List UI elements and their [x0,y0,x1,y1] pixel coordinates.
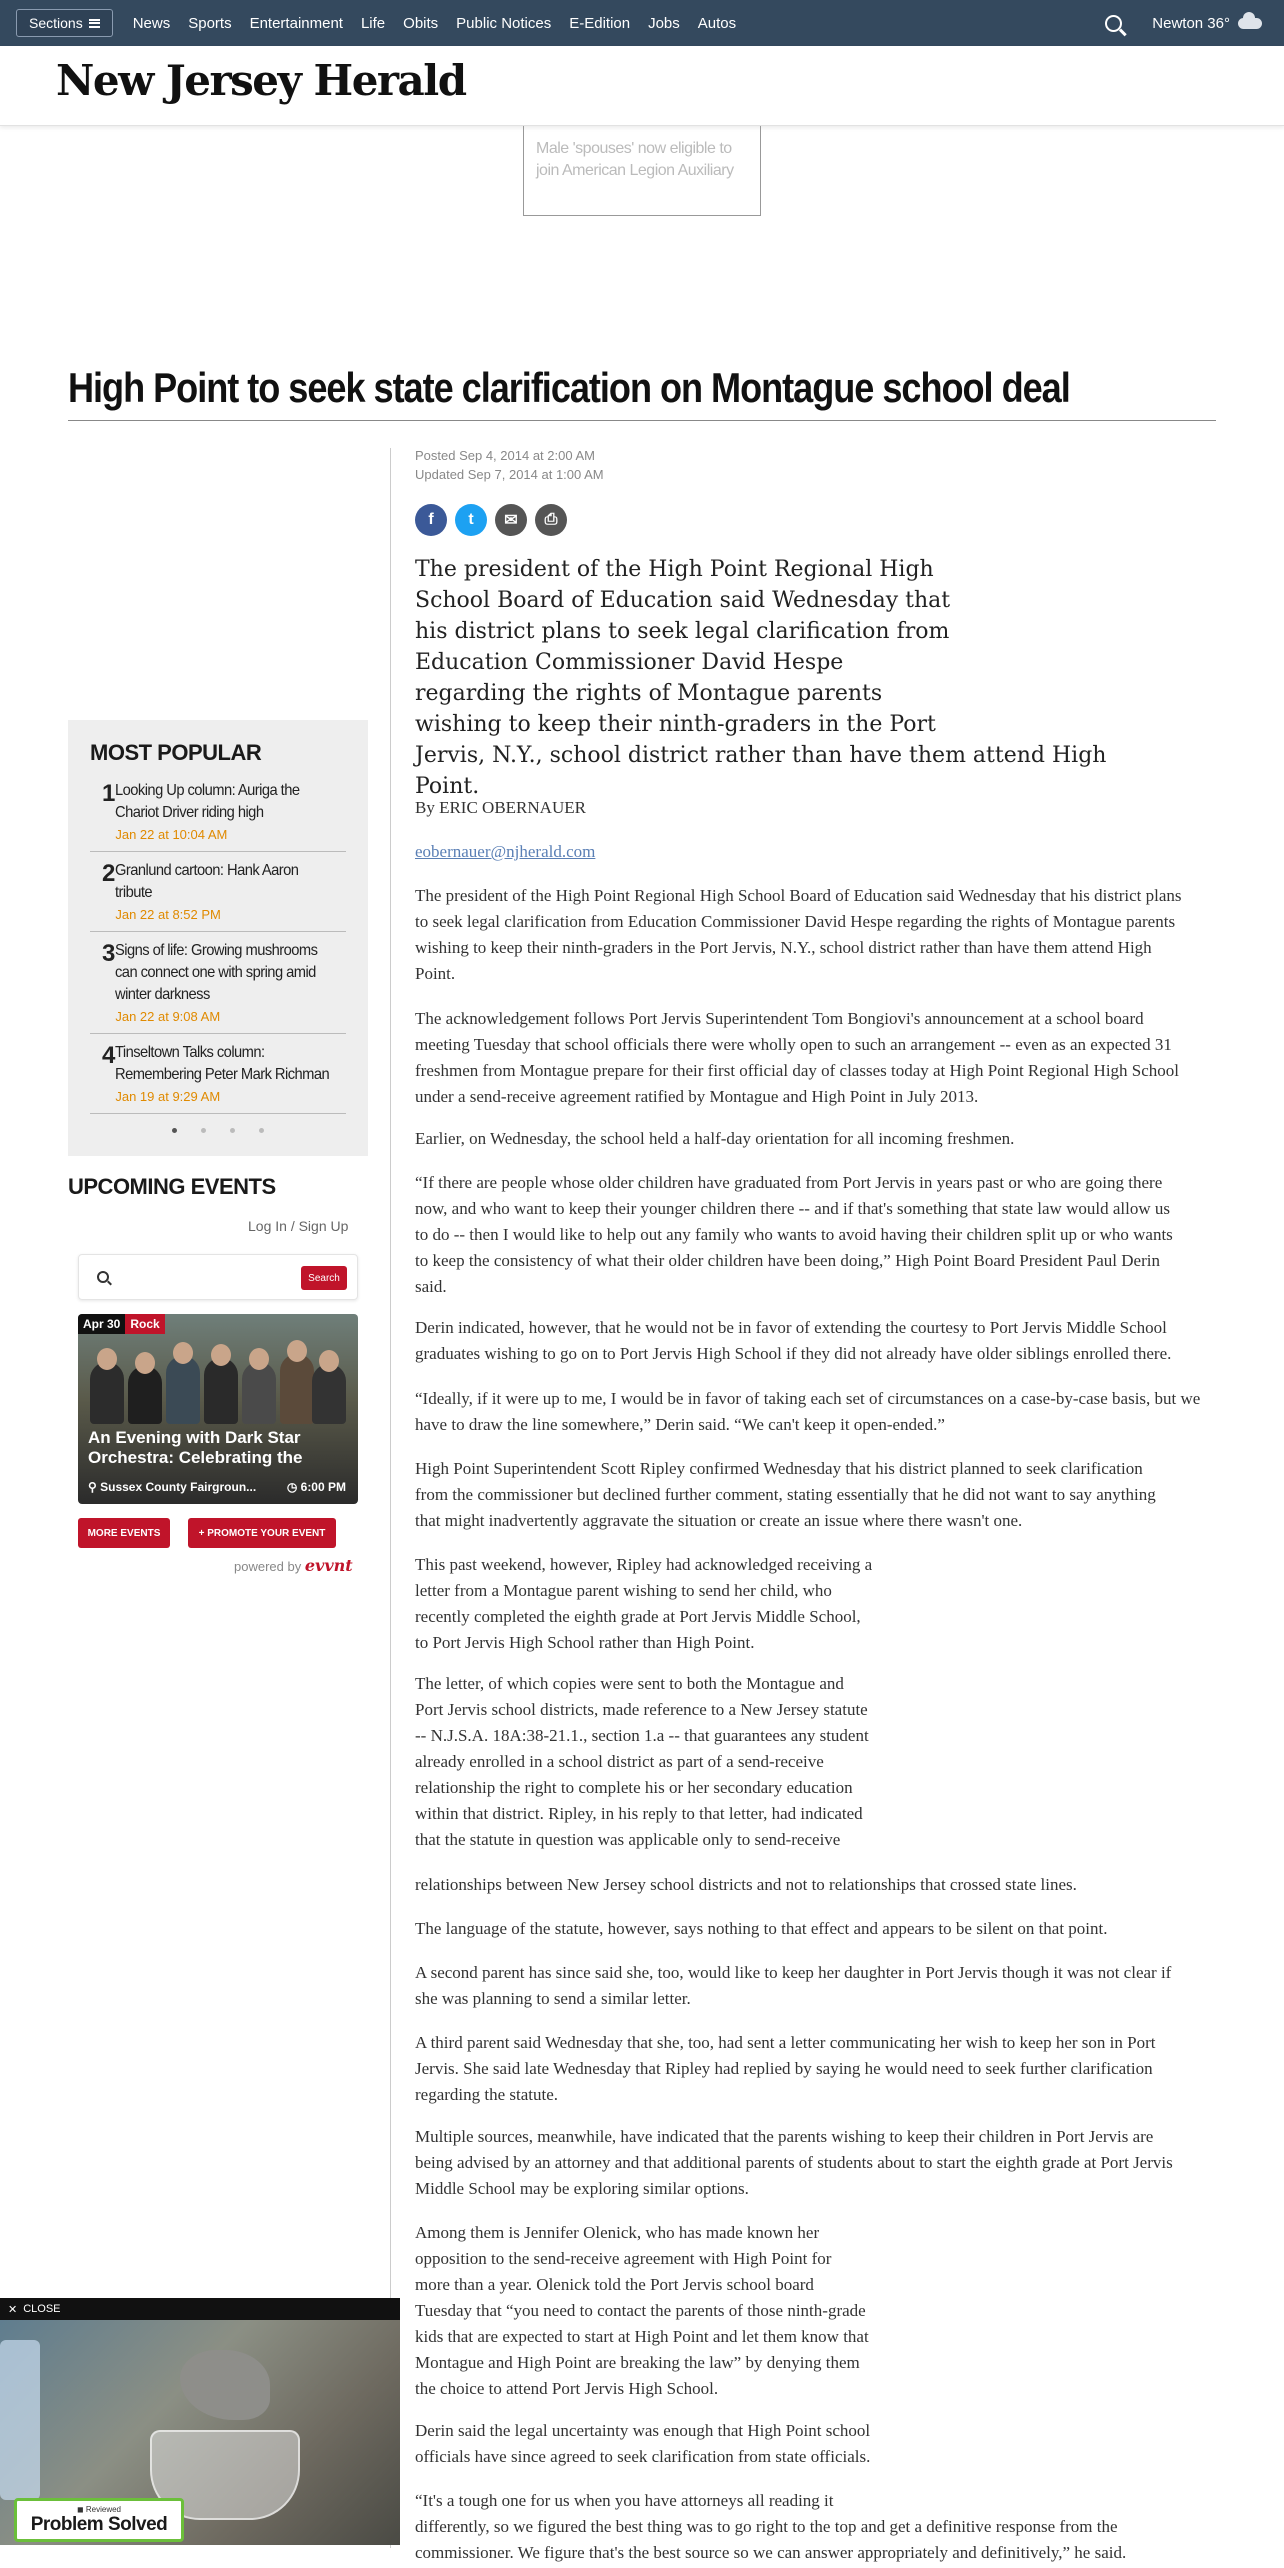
paragraph-line: kids that are expected to start at High Point and let them know that [415,2327,869,2346]
paragraph-line: Jervis. She said late Wednesday that Ripley had replied by saying he would need to seek further clarification [415,2059,1153,2078]
headline-divider [68,420,1216,421]
popular-title[interactable]: Tinseltown Talks column: Remembering Peter Mark Richman [115,1044,330,1083]
paragraph-line: Middle School may be exploring similar options. [415,2179,749,2198]
carousel-dots [90,1128,346,1133]
article-paragraph [415,1671,869,1853]
paragraph-line: letter from a Montague parent wishing to send her child, who [415,1581,832,1600]
evvnt-logo: evvnt [304,1556,353,1575]
share-buttons [415,504,567,536]
carousel-dot[interactable] [230,1128,235,1133]
paragraph-line: The language of the statute, however, says nothing to that effect and appears to be silent on that point. [415,1919,1108,1938]
event-date: Apr 30 [78,1314,125,1334]
article-paragraph [415,1170,1173,1300]
paragraph-line: said. [415,1277,447,1296]
paragraph-line: to seek legal clarification from Education Commissioner David Hespe regarding the rights of Montague parents [415,912,1176,931]
article-paragraph [415,883,1182,987]
menu-icon [89,19,100,28]
popular-date: Jan 22 at 9:08 AM [115,1009,221,1024]
paragraph-line: The letter, of which copies were sent to both the Montague and [415,1674,844,1693]
weather-text: Newton 36° [1152,14,1230,32]
carousel-dot[interactable] [201,1128,206,1133]
paragraph-line: more than a year. Olenick told the Port Jervis school board [415,2275,814,2294]
paragraph-line: Port Jervis school districts, made reference to a New Jersey statute [415,1700,868,1719]
paragraph-line: relationships between New Jersey school districts and not to relationships that crossed state lines. [415,1875,1077,1894]
byline: By ERIC OBERNAUER [415,798,586,817]
paragraph-line: relationship the right to complete his or her secondary education [415,1778,853,1797]
facebook-icon[interactable]: f [415,504,447,536]
twitter-icon[interactable]: t [455,504,487,536]
article-paragraph [415,1456,1156,1534]
promote-event-button[interactable]: + PROMOTE YOUR EVENT [188,1518,336,1548]
paragraph-line: Derin indicated, however, that he would not be in favor of extending the courtesy to Port Jervis Middle School [415,1318,1167,1337]
paragraph-line: have to draw the line somewhere,” Derin said. “We can't keep it open-ended.” [415,1415,945,1434]
article-headline: High Point to seek state clarification on Montague school deal [68,364,1070,411]
event-search-box[interactable] [78,1254,358,1300]
video-frame-cloth [180,2350,270,2420]
event-category: Rock [125,1314,164,1334]
paragraph-line: “If there are people whose older children have graduated from Port Jervis in years past or who are going there [415,1173,1163,1192]
event-time-text: 6:00 PM [300,1480,346,1494]
email-icon[interactable]: ✉ [495,504,527,536]
nav-links [133,15,754,32]
top-navigation-bar [0,0,1284,46]
paragraph-line: under a send-receive agreement ratified by Montague and High Point in July 2013. [415,1087,979,1106]
paragraph-line: recently completed the eighth grade at Port Jervis Middle School, [415,1607,861,1626]
paragraph-line: differently, so we figured the best thing was to go right to the top and get a definitive response from the [415,2517,1118,2536]
updated-date: Updated Sep 7, 2014 at 1:00 AM [415,467,604,482]
popular-date: Jan 22 at 8:52 PM [115,907,221,922]
popular-rank: 1 [102,780,116,807]
paragraph-line: Among them is Jennifer Olenick, who has made known her [415,2223,820,2242]
lede-line: School Board of Education said Wednesday that [415,588,951,613]
lede-line: The president of the High Point Regional High [415,557,934,582]
article-meta [415,446,604,484]
article-paragraph [415,1315,1171,1367]
search-icon[interactable] [1105,15,1122,32]
nav-link-autos[interactable]: Autos [697,14,737,32]
more-events-button[interactable]: MORE EVENTS [78,1518,170,1548]
paragraph-line: Tuesday that “you need to contact the parents of those ninth-grade [415,2301,866,2320]
popular-title[interactable]: Granlund cartoon: Hank Aaron tribute [115,862,299,901]
badge-brand: ◼ Reviewed [77,2504,121,2514]
paragraph-line: -- N.J.S.A. 18A:38-21.1., section 1.a -- that guarantees any student [415,1726,869,1745]
author-email-link[interactable]: eobernauer@njherald.com [415,842,596,861]
paragraph-line: the choice to attend Port Jervis High School. [415,2379,719,2398]
popular-rank: 3 [102,940,116,967]
popular-date: Jan 19 at 9:29 AM [115,1089,221,1104]
paragraph-line: to Port Jervis High School rather than High Point. [415,1633,755,1652]
close-icon[interactable]: ✕ [8,2303,18,2316]
teaser-text: Male 'spouses' now eligible to join American Legion Auxiliary [536,140,734,179]
paragraph-line: now, and who want to keep their younger children there -- and if that's something that state law would allow us [415,1199,1170,1218]
paragraph-line: The acknowledgement follows Port Jervis Superintendent Tom Bongiovi's announcement at a school board [415,1009,1144,1028]
article-paragraph [415,1006,1179,1110]
paragraph-line: commissioner. We figure that's the best source so we can answer appropriately and definitively,” he said. [415,2543,1127,2562]
article-paragraph [415,2488,1126,2566]
popular-item[interactable] [90,772,346,852]
paragraph-line: High Point Superintendent Scott Ripley confirmed Wednesday that his district planned to seek clarification [415,1459,1143,1478]
sections-label: Sections [29,15,83,31]
sections-button[interactable] [16,9,113,37]
article-paragraph [415,2220,869,2402]
popular-item[interactable] [90,1034,346,1114]
article-paragraph [415,1552,872,1656]
paragraph-line: Montague and High Point are breaking the law” by denying them [415,2353,860,2372]
paragraph-line: within that district. Ripley, in his reply to that letter, had indicated [415,1804,863,1823]
article-paragraph [415,1960,1171,2012]
masthead [0,46,1284,126]
carousel-dot[interactable] [259,1128,264,1133]
site-logo[interactable]: New Jersey Herald [56,56,466,105]
badge-title: Problem Solved [30,2513,168,2535]
most-popular-title: MOST POPULAR [90,740,262,765]
powered-prefix: powered by [234,1559,302,1574]
paragraph-line: Earlier, on Wednesday, the school held a half-day orientation for all incoming freshmen. [415,1129,1015,1148]
article-column-border [390,448,391,2548]
paragraph-line: to do -- then I would like to help out any family who wants to avoid having their children split up or who wants [415,1225,1173,1244]
article-paragraph [415,2124,1173,2202]
video-frame-bottle [0,2340,40,2500]
popular-title[interactable]: Looking Up column: Auriga the Chariot Driver riding high [115,782,300,821]
paragraph-line: A second parent has since said she, too, would like to keep her daughter in Port Jervis though it was not clear if [415,1963,1172,1982]
popular-item[interactable] [90,852,346,932]
nav-link-public-notices[interactable]: Public Notices [456,14,552,32]
powered-by[interactable] [234,1556,353,1575]
event-location: ⚲ Sussex County Fairgroun... [88,1480,257,1494]
event-name[interactable]: An Evening with Dark Star Orchestra: Celebrating the [88,1428,303,1467]
print-icon[interactable]: ⎙ [535,504,567,536]
event-search-button[interactable]: Search [301,1266,347,1290]
nav-link-sports[interactable]: Sports [188,14,232,32]
paragraph-line: opposition to the send-receive agreement with High Point for [415,2249,832,2268]
lede-line: his district plans to seek legal clarification from [415,619,950,644]
video-close-bar[interactable] [0,2298,400,2320]
article-paragraph [415,1916,1108,1942]
story-teaser[interactable] [523,126,761,216]
most-popular-widget [68,720,368,1156]
nav-link-jobs[interactable]: Jobs [648,14,680,32]
upcoming-events-title: UPCOMING EVENTS [68,1174,276,1199]
paragraph-line: Derin said the legal uncertainty was enough that High Point school [415,2421,871,2440]
close-label[interactable]: CLOSE [23,2303,61,2315]
nav-right [1105,0,1262,46]
lede-line: wishing to keep their ninth-graders in the Port [415,712,936,737]
event-card[interactable] [78,1314,358,1504]
paragraph-line: freshmen from Montague prepare for their first official day of classes today at High Point Regional High School [415,1061,1180,1080]
popular-rank: 2 [102,860,116,887]
weather-widget[interactable] [1152,15,1262,32]
paragraph-line: A third parent said Wednesday that she, too, had sent a letter communicating her wish to keep her son in Port [415,2033,1156,2052]
paragraph-line: Point. [415,964,456,983]
lede-line: Education Commissioner David Hespe [415,650,844,675]
article-paragraph [415,1126,1014,1152]
nav-link-e-edition[interactable]: E-Edition [569,14,631,32]
popular-rank: 4 [102,1042,116,1069]
lede-line: regarding the rights of Montague parents [415,681,883,706]
article-paragraph [415,1872,1077,1898]
paragraph-line: to keep the consistency of what their older children have been doing,” High Point Board President Paul Derin [415,1251,1160,1270]
event-photo [90,1344,346,1424]
paragraph-line: that might inadvertently aggravate the situation or create an issue where there wasn't one. [415,1511,1023,1530]
cloud-icon [1238,18,1262,29]
login-signup-link[interactable]: Log In / Sign Up [248,1218,349,1234]
article-paragraph [415,1386,1200,1438]
paragraph-line: that the statute in question was applicable only to send-receive [415,1830,841,1849]
paragraph-line: she was planning to send a similar letter. [415,1989,691,2008]
paragraph-line: This past weekend, however, Ripley had acknowledged receiving a [415,1555,873,1574]
article-lede [415,554,1115,802]
popular-title[interactable]: Signs of life: Growing mushrooms can connect one with spring amid winter darkness [115,942,318,1003]
paragraph-line: “It's a tough one for us when you have attorneys all reading it [415,2491,834,2510]
paragraph-line: being advised by an attorney and that additional parents of students about to start the eighth grade at Port Jervis [415,2153,1173,2172]
nav-link-life[interactable]: Life [360,14,386,32]
popular-item[interactable] [90,932,346,1034]
carousel-dot[interactable] [172,1128,177,1133]
nav-link-news[interactable]: News [132,14,171,32]
article-paragraph [415,2418,870,2470]
lede-line: Jervis, N.Y., school district rather than have them attend High Point. [415,743,1107,799]
paragraph-line: wishing to keep their ninth-graders in the Port Jervis, N.Y., school district rather than have them attend High [415,938,1152,957]
paragraph-line: graduates wishing to go on to Port Jervis High School if they did not already have older siblings enrolled there. [415,1344,1172,1363]
posted-date: Posted Sep 4, 2014 at 2:00 AM [415,448,595,463]
popular-date: Jan 22 at 10:04 AM [115,827,228,842]
paragraph-line: “Ideally, if it were up to me, I would be in favor of taking each set of circumstances on a case-by-case basis, but we [415,1389,1201,1408]
event-date-badge [78,1314,165,1334]
event-time: ◷ 6:00 PM [286,1480,346,1494]
paragraph-line: regarding the statute. [415,2085,559,2104]
event-location-text: Sussex County Fairgroun... [100,1480,257,1494]
article-paragraph [415,2030,1155,2108]
nav-link-entertainment[interactable]: Entertainment [249,14,343,32]
paragraph-line: already enrolled in a school district as part of a send-receive [415,1752,824,1771]
paragraph-line: officials have since agreed to seek clarification from state officials. [415,2447,871,2466]
nav-link-obits[interactable]: Obits [403,14,439,32]
paragraph-line: Multiple sources, meanwhile, have indicated that the parents wishing to keep their children in Port Jervis are [415,2127,1154,2146]
paragraph-line: meeting Tuesday that school officials there were wholly open to such an arrangement -- even as an expected 31 [415,1035,1172,1054]
search-icon [97,1271,109,1283]
problem-solved-badge [14,2498,184,2542]
paragraph-line: The president of the High Point Regional High School Board of Education said Wednesday that his district plans [415,886,1182,905]
paragraph-line: from the commissioner but declined further comment, stating essentially that he did not want to say anything [415,1485,1156,1504]
